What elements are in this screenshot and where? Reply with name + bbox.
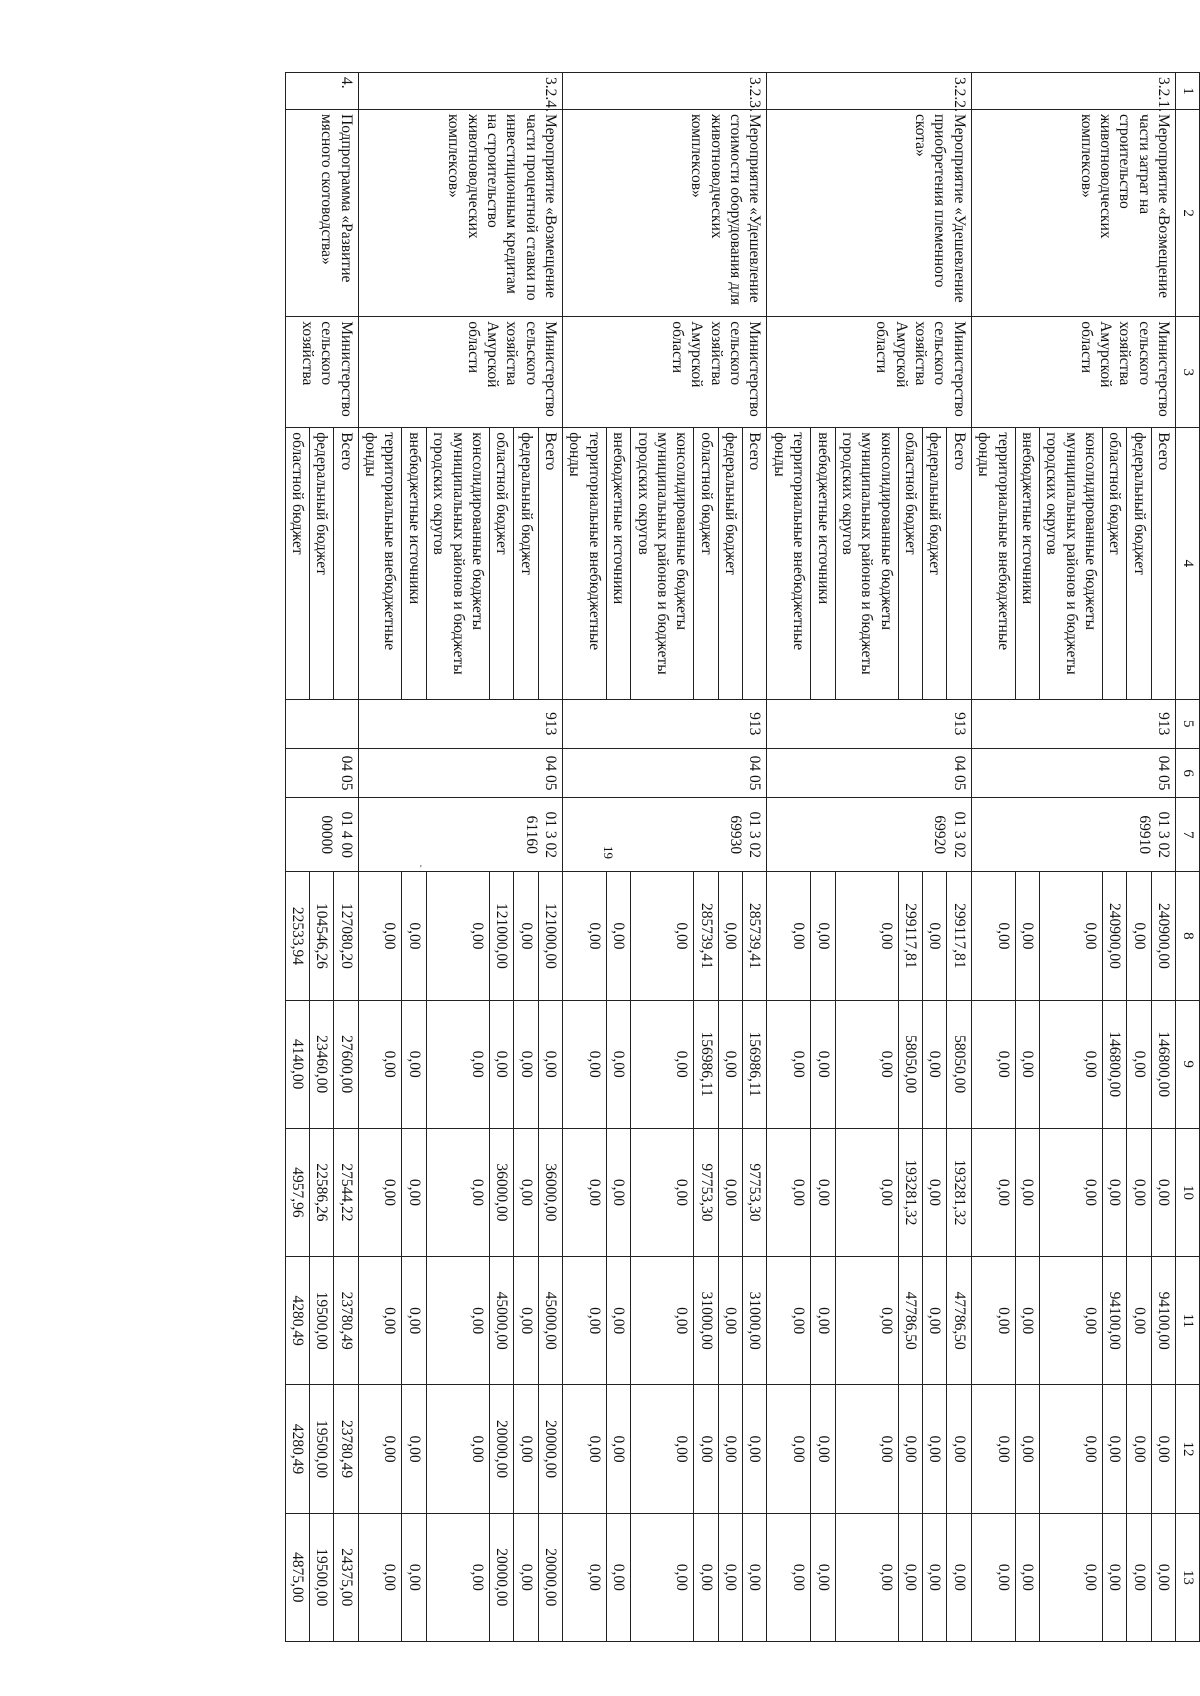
amount-cell: 0,00 <box>767 1257 811 1385</box>
amount-cell: 0,00 <box>1151 1128 1175 1256</box>
amount-cell: 0,00 <box>694 1385 718 1513</box>
amount-cell: 0,00 <box>898 1513 922 1641</box>
amount-cell: 0,00 <box>1015 1513 1039 1641</box>
column-header-6: 6 <box>1176 748 1200 797</box>
amount-cell: 0,00 <box>718 1513 742 1641</box>
amount-cell: 0,00 <box>835 1513 898 1641</box>
column-header-11: 11 <box>1176 1257 1200 1385</box>
amount-cell: 0,00 <box>538 1000 562 1128</box>
budget-table <box>285 72 1200 1642</box>
table-row <box>743 73 767 1642</box>
amount-cell: 0,00 <box>606 872 630 1000</box>
amount-cell: 0,00 <box>811 1128 835 1256</box>
amount-cell: 0,00 <box>606 1000 630 1128</box>
amount-cell: 0,00 <box>1040 872 1103 1000</box>
amount-cell: 24375,00 <box>334 1513 358 1641</box>
amount-cell: 0,00 <box>563 872 607 1000</box>
amount-cell: 19500,00 <box>310 1257 334 1385</box>
amount-cell: 0,00 <box>1015 872 1039 1000</box>
amount-cell: 0,00 <box>835 1385 898 1513</box>
measure-name: Мероприятие «Возмещение части затрат на строительство животноводческих комплексов» <box>971 110 1175 317</box>
amount-cell: 0,00 <box>898 1385 922 1513</box>
amount-cell: 0,00 <box>694 1513 718 1641</box>
amount-cell: 0,00 <box>718 1257 742 1385</box>
amount-cell: 19500,00 <box>310 1513 334 1641</box>
ministry-name: Министерство сельского хозяйства Амурской области <box>971 317 1175 428</box>
amount-cell: 0,00 <box>606 1513 630 1641</box>
amount-cell: 156986,11 <box>743 1000 767 1128</box>
amount-cell: 94100,00 <box>1151 1257 1175 1385</box>
column-header-5: 5 <box>1176 699 1200 748</box>
column-header-4: 4 <box>1176 428 1200 699</box>
funding-source: федеральный бюджет <box>718 428 742 699</box>
funding-source: внебюджетные источники <box>606 428 630 699</box>
amount-cell: 45000,00 <box>490 1257 514 1385</box>
amount-cell: 0,00 <box>1103 1128 1127 1256</box>
amount-cell: 0,00 <box>1103 1385 1127 1513</box>
amount-cell: 146800,00 <box>1103 1000 1127 1128</box>
amount-cell: 0,00 <box>1040 1000 1103 1128</box>
table-row <box>1151 73 1175 1642</box>
funding-source: внебюджетные источники <box>1015 428 1039 699</box>
amount-cell: 0,00 <box>402 1513 426 1641</box>
amount-cell: 22533,94 <box>285 872 309 1000</box>
amount-cell: 0,00 <box>358 1513 402 1641</box>
amount-cell: 0,00 <box>426 872 489 1000</box>
amount-cell: 0,00 <box>743 1385 767 1513</box>
amount-cell: 20000,00 <box>538 1385 562 1513</box>
amount-cell: 0,00 <box>631 1257 694 1385</box>
amount-cell: 0,00 <box>631 872 694 1000</box>
amount-cell: 299117,81 <box>947 872 971 1000</box>
funding-source: территориальные внебюджетные фонды <box>358 428 402 699</box>
funding-source: федеральный бюджет <box>310 428 334 699</box>
amount-cell: 0,00 <box>1015 1128 1039 1256</box>
amount-cell: 0,00 <box>923 872 947 1000</box>
section-code: 04 05 <box>971 748 1175 797</box>
amount-cell: 0,00 <box>606 1128 630 1256</box>
amount-cell: 0,00 <box>835 1000 898 1128</box>
amount-cell: 0,00 <box>563 1000 607 1128</box>
amount-cell: 0,00 <box>718 872 742 1000</box>
amount-cell: 0,00 <box>718 1000 742 1128</box>
amount-cell: 0,00 <box>358 1000 402 1128</box>
amount-cell: 20000,00 <box>490 1385 514 1513</box>
amount-cell: 0,00 <box>1127 872 1151 1000</box>
amount-cell: 0,00 <box>1127 1128 1151 1256</box>
amount-cell: 0,00 <box>1040 1513 1103 1641</box>
amount-cell: 0,00 <box>811 1257 835 1385</box>
target-article-code: 01 4 00 00000 <box>285 798 358 872</box>
amount-cell: 4280,49 <box>285 1385 309 1513</box>
amount-cell: 36000,00 <box>538 1128 562 1256</box>
amount-cell: 0,00 <box>563 1257 607 1385</box>
amount-cell: 146800,00 <box>1151 1000 1175 1128</box>
amount-cell: 0,00 <box>971 1257 1015 1385</box>
scan-mark: ' <box>420 864 422 875</box>
amount-cell: 22586,26 <box>310 1128 334 1256</box>
column-header-1: 1 <box>1176 73 1200 110</box>
amount-cell: 0,00 <box>606 1257 630 1385</box>
ministry-name: Министерство сельского хозяйства Амурской области <box>767 317 971 428</box>
amount-cell: 0,00 <box>402 1000 426 1128</box>
row-number: 3.2.1. <box>971 73 1175 110</box>
amount-cell: 0,00 <box>1015 1385 1039 1513</box>
amount-cell: 0,00 <box>971 1513 1015 1641</box>
amount-cell: 285739,41 <box>694 872 718 1000</box>
amount-cell: 31000,00 <box>743 1257 767 1385</box>
amount-cell: 0,00 <box>606 1385 630 1513</box>
amount-cell: 0,00 <box>514 1257 538 1385</box>
amount-cell: 0,00 <box>971 1000 1015 1128</box>
amount-cell: 0,00 <box>1040 1385 1103 1513</box>
ministry-name: Министерство сельского хозяйства Амурской области <box>563 317 767 428</box>
amount-cell: 0,00 <box>514 1385 538 1513</box>
measure-name: Мероприятие «Возмещение части процентной ставки по инвестиционным кредитам на строительство животноводческих комплексов» <box>358 110 562 317</box>
rotated-page <box>150 72 1200 1642</box>
amount-cell: 4280,49 <box>285 1257 309 1385</box>
column-header-10: 10 <box>1176 1128 1200 1256</box>
amount-cell: 0,00 <box>563 1385 607 1513</box>
amount-cell: 0,00 <box>1015 1000 1039 1128</box>
amount-cell: 0,00 <box>923 1128 947 1256</box>
table-body <box>285 73 1176 1642</box>
grbs-code: 913 <box>358 699 562 748</box>
target-article-code: 01 3 02 69920 <box>767 798 971 872</box>
amount-cell: 0,00 <box>971 1128 1015 1256</box>
amount-cell: 27600,00 <box>334 1000 358 1128</box>
table-row <box>334 73 358 1642</box>
amount-cell: 4140,00 <box>285 1000 309 1128</box>
amount-cell: 0,00 <box>631 1000 694 1128</box>
amount-cell: 36000,00 <box>490 1128 514 1256</box>
amount-cell: 0,00 <box>835 872 898 1000</box>
amount-cell: 4875,00 <box>285 1513 309 1641</box>
section-code: 04 05 <box>767 748 971 797</box>
funding-source: областной бюджет <box>490 428 514 699</box>
column-header-8: 8 <box>1176 872 1200 1000</box>
amount-cell: 0,00 <box>947 1513 971 1641</box>
amount-cell: 23460,00 <box>310 1000 334 1128</box>
amount-cell: 0,00 <box>835 1257 898 1385</box>
amount-cell: 58050,00 <box>947 1000 971 1128</box>
column-number-row <box>1176 73 1200 1642</box>
funding-source: областной бюджет <box>694 428 718 699</box>
funding-source: территориальные внебюджетные фонды <box>767 428 811 699</box>
amount-cell: 127080,20 <box>334 872 358 1000</box>
amount-cell: 0,00 <box>514 1513 538 1641</box>
amount-cell: 0,00 <box>923 1385 947 1513</box>
amount-cell: 285739,41 <box>743 872 767 1000</box>
amount-cell: 0,00 <box>1151 1513 1175 1641</box>
amount-cell: 0,00 <box>402 1128 426 1256</box>
amount-cell: 0,00 <box>426 1000 489 1128</box>
amount-cell: 97753,30 <box>694 1128 718 1256</box>
amount-cell: 47786,50 <box>898 1257 922 1385</box>
amount-cell: 31000,00 <box>694 1257 718 1385</box>
measure-name: Мероприятие «Удешевление стоимости оборудования для животноводческих комплексов» <box>563 110 767 317</box>
funding-source: Всего <box>947 428 971 699</box>
amount-cell: 0,00 <box>1015 1257 1039 1385</box>
row-number: 4. <box>285 73 358 110</box>
amount-cell: 156986,11 <box>694 1000 718 1128</box>
column-header-13: 13 <box>1176 1513 1200 1641</box>
amount-cell: 0,00 <box>811 1385 835 1513</box>
column-header-2: 2 <box>1176 110 1200 317</box>
amount-cell: 240900,00 <box>1103 872 1127 1000</box>
funding-source: федеральный бюджет <box>514 428 538 699</box>
grbs-code: 913 <box>563 699 767 748</box>
funding-source: федеральный бюджет <box>923 428 947 699</box>
section-code: 04 05 <box>358 748 562 797</box>
amount-cell: 0,00 <box>923 1257 947 1385</box>
amount-cell: 0,00 <box>811 1000 835 1128</box>
amount-cell: 0,00 <box>835 1128 898 1256</box>
amount-cell: 0,00 <box>402 1385 426 1513</box>
amount-cell: 0,00 <box>563 1128 607 1256</box>
section-code: 04 05 <box>563 748 767 797</box>
target-article-code: 01 3 02 69930 <box>563 798 767 872</box>
amount-cell: 0,00 <box>718 1128 742 1256</box>
table-row <box>538 73 562 1642</box>
amount-cell: 0,00 <box>563 1513 607 1641</box>
amount-cell: 193281,32 <box>947 1128 971 1256</box>
amount-cell: 97753,30 <box>743 1128 767 1256</box>
amount-cell: 94100,00 <box>1103 1257 1127 1385</box>
amount-cell: 0,00 <box>631 1385 694 1513</box>
amount-cell: 0,00 <box>767 872 811 1000</box>
ministry-name: Министерство сельского хозяйства <box>285 317 358 428</box>
amount-cell: 20000,00 <box>490 1513 514 1641</box>
amount-cell: 104546,26 <box>310 872 334 1000</box>
funding-source: областной бюджет <box>898 428 922 699</box>
funding-source: консолидированные бюджеты муниципальных районов и бюджеты городских округов <box>835 428 898 699</box>
amount-cell: 0,00 <box>971 872 1015 1000</box>
amount-cell: 0,00 <box>923 1513 947 1641</box>
amount-cell: 193281,32 <box>898 1128 922 1256</box>
funding-source: федеральный бюджет <box>1127 428 1151 699</box>
amount-cell: 0,00 <box>514 1128 538 1256</box>
amount-cell: 20000,00 <box>538 1513 562 1641</box>
column-header-3: 3 <box>1176 317 1200 428</box>
amount-cell: 0,00 <box>767 1000 811 1128</box>
amount-cell: 45000,00 <box>538 1257 562 1385</box>
grbs-code <box>285 699 358 748</box>
amount-cell: 0,00 <box>1127 1513 1151 1641</box>
amount-cell: 121000,00 <box>538 872 562 1000</box>
table-row <box>947 73 971 1642</box>
funding-source: Всего <box>1151 428 1175 699</box>
amount-cell: 23780,49 <box>334 1385 358 1513</box>
column-header-12: 12 <box>1176 1385 1200 1513</box>
amount-cell: 0,00 <box>631 1128 694 1256</box>
row-number: 3.2.3. <box>563 73 767 110</box>
amount-cell: 58050,00 <box>898 1000 922 1128</box>
funding-source: консолидированные бюджеты муниципальных районов и бюджеты городских округов <box>631 428 694 699</box>
amount-cell: 0,00 <box>1040 1128 1103 1256</box>
row-number: 3.2.2. <box>767 73 971 110</box>
funding-source: внебюджетные источники <box>402 428 426 699</box>
amount-cell: 0,00 <box>358 1128 402 1256</box>
amount-cell: 0,00 <box>514 872 538 1000</box>
funding-source: Всего <box>334 428 358 699</box>
amount-cell: 0,00 <box>971 1385 1015 1513</box>
target-article-code: 01 3 02 69910 <box>971 798 1175 872</box>
row-number: 3.2.4. <box>358 73 562 110</box>
amount-cell: 0,00 <box>1127 1000 1151 1128</box>
column-header-7: 7 <box>1176 798 1200 872</box>
amount-cell: 0,00 <box>631 1513 694 1641</box>
amount-cell: 0,00 <box>1103 1513 1127 1641</box>
amount-cell: 0,00 <box>811 872 835 1000</box>
funding-source: территориальные внебюджетные фонды <box>563 428 607 699</box>
amount-cell: 0,00 <box>811 1513 835 1641</box>
amount-cell: 0,00 <box>743 1513 767 1641</box>
amount-cell: 0,00 <box>358 1257 402 1385</box>
amount-cell: 0,00 <box>426 1257 489 1385</box>
measure-name: Подпрограмма «Развитие мясного скотоводства» <box>285 110 358 317</box>
amount-cell: 0,00 <box>358 872 402 1000</box>
funding-source: областной бюджет <box>1103 428 1127 699</box>
amount-cell: 0,00 <box>1040 1257 1103 1385</box>
amount-cell: 0,00 <box>358 1385 402 1513</box>
amount-cell: 0,00 <box>426 1385 489 1513</box>
amount-cell: 0,00 <box>514 1000 538 1128</box>
amount-cell: 0,00 <box>426 1513 489 1641</box>
amount-cell: 0,00 <box>718 1385 742 1513</box>
amount-cell: 0,00 <box>923 1000 947 1128</box>
amount-cell: 0,00 <box>1151 1385 1175 1513</box>
amount-cell: 19500,00 <box>310 1385 334 1513</box>
amount-cell: 47786,50 <box>947 1257 971 1385</box>
measure-name: Мероприятие «Удешевление приобретения племенного скота» <box>767 110 971 317</box>
amount-cell: 0,00 <box>947 1385 971 1513</box>
funding-source: консолидированные бюджеты муниципальных районов и бюджеты городских округов <box>426 428 489 699</box>
amount-cell: 0,00 <box>1127 1257 1151 1385</box>
funding-source: Всего <box>743 428 767 699</box>
amount-cell: 0,00 <box>767 1385 811 1513</box>
funding-source: территориальные внебюджетные фонды <box>971 428 1015 699</box>
grbs-code: 913 <box>971 699 1175 748</box>
amount-cell: 4957,96 <box>285 1128 309 1256</box>
amount-cell: 0,00 <box>426 1128 489 1256</box>
funding-source: Всего <box>538 428 562 699</box>
funding-source: внебюджетные источники <box>811 428 835 699</box>
column-header-9: 9 <box>1176 1000 1200 1128</box>
amount-cell: 23780,49 <box>334 1257 358 1385</box>
amount-cell: 0,00 <box>1127 1385 1151 1513</box>
amount-cell: 121000,00 <box>490 872 514 1000</box>
ministry-name: Министерство сельского хозяйства Амурской области <box>358 317 562 428</box>
section-code: 04 05 <box>285 748 358 797</box>
amount-cell: 0,00 <box>767 1128 811 1256</box>
amount-cell: 0,00 <box>490 1000 514 1128</box>
amount-cell: 0,00 <box>402 872 426 1000</box>
amount-cell: 299117,81 <box>898 872 922 1000</box>
amount-cell: 27544,22 <box>334 1128 358 1256</box>
target-article-code: 01 3 02 61160 <box>358 798 562 872</box>
funding-source: областной бюджет <box>285 428 309 699</box>
page-number: 19 <box>601 846 616 859</box>
amount-cell: 0,00 <box>402 1257 426 1385</box>
grbs-code: 913 <box>767 699 971 748</box>
amount-cell: 240900,00 <box>1151 872 1175 1000</box>
amount-cell: 0,00 <box>767 1513 811 1641</box>
funding-source: консолидированные бюджеты муниципальных районов и бюджеты городских округов <box>1040 428 1103 699</box>
